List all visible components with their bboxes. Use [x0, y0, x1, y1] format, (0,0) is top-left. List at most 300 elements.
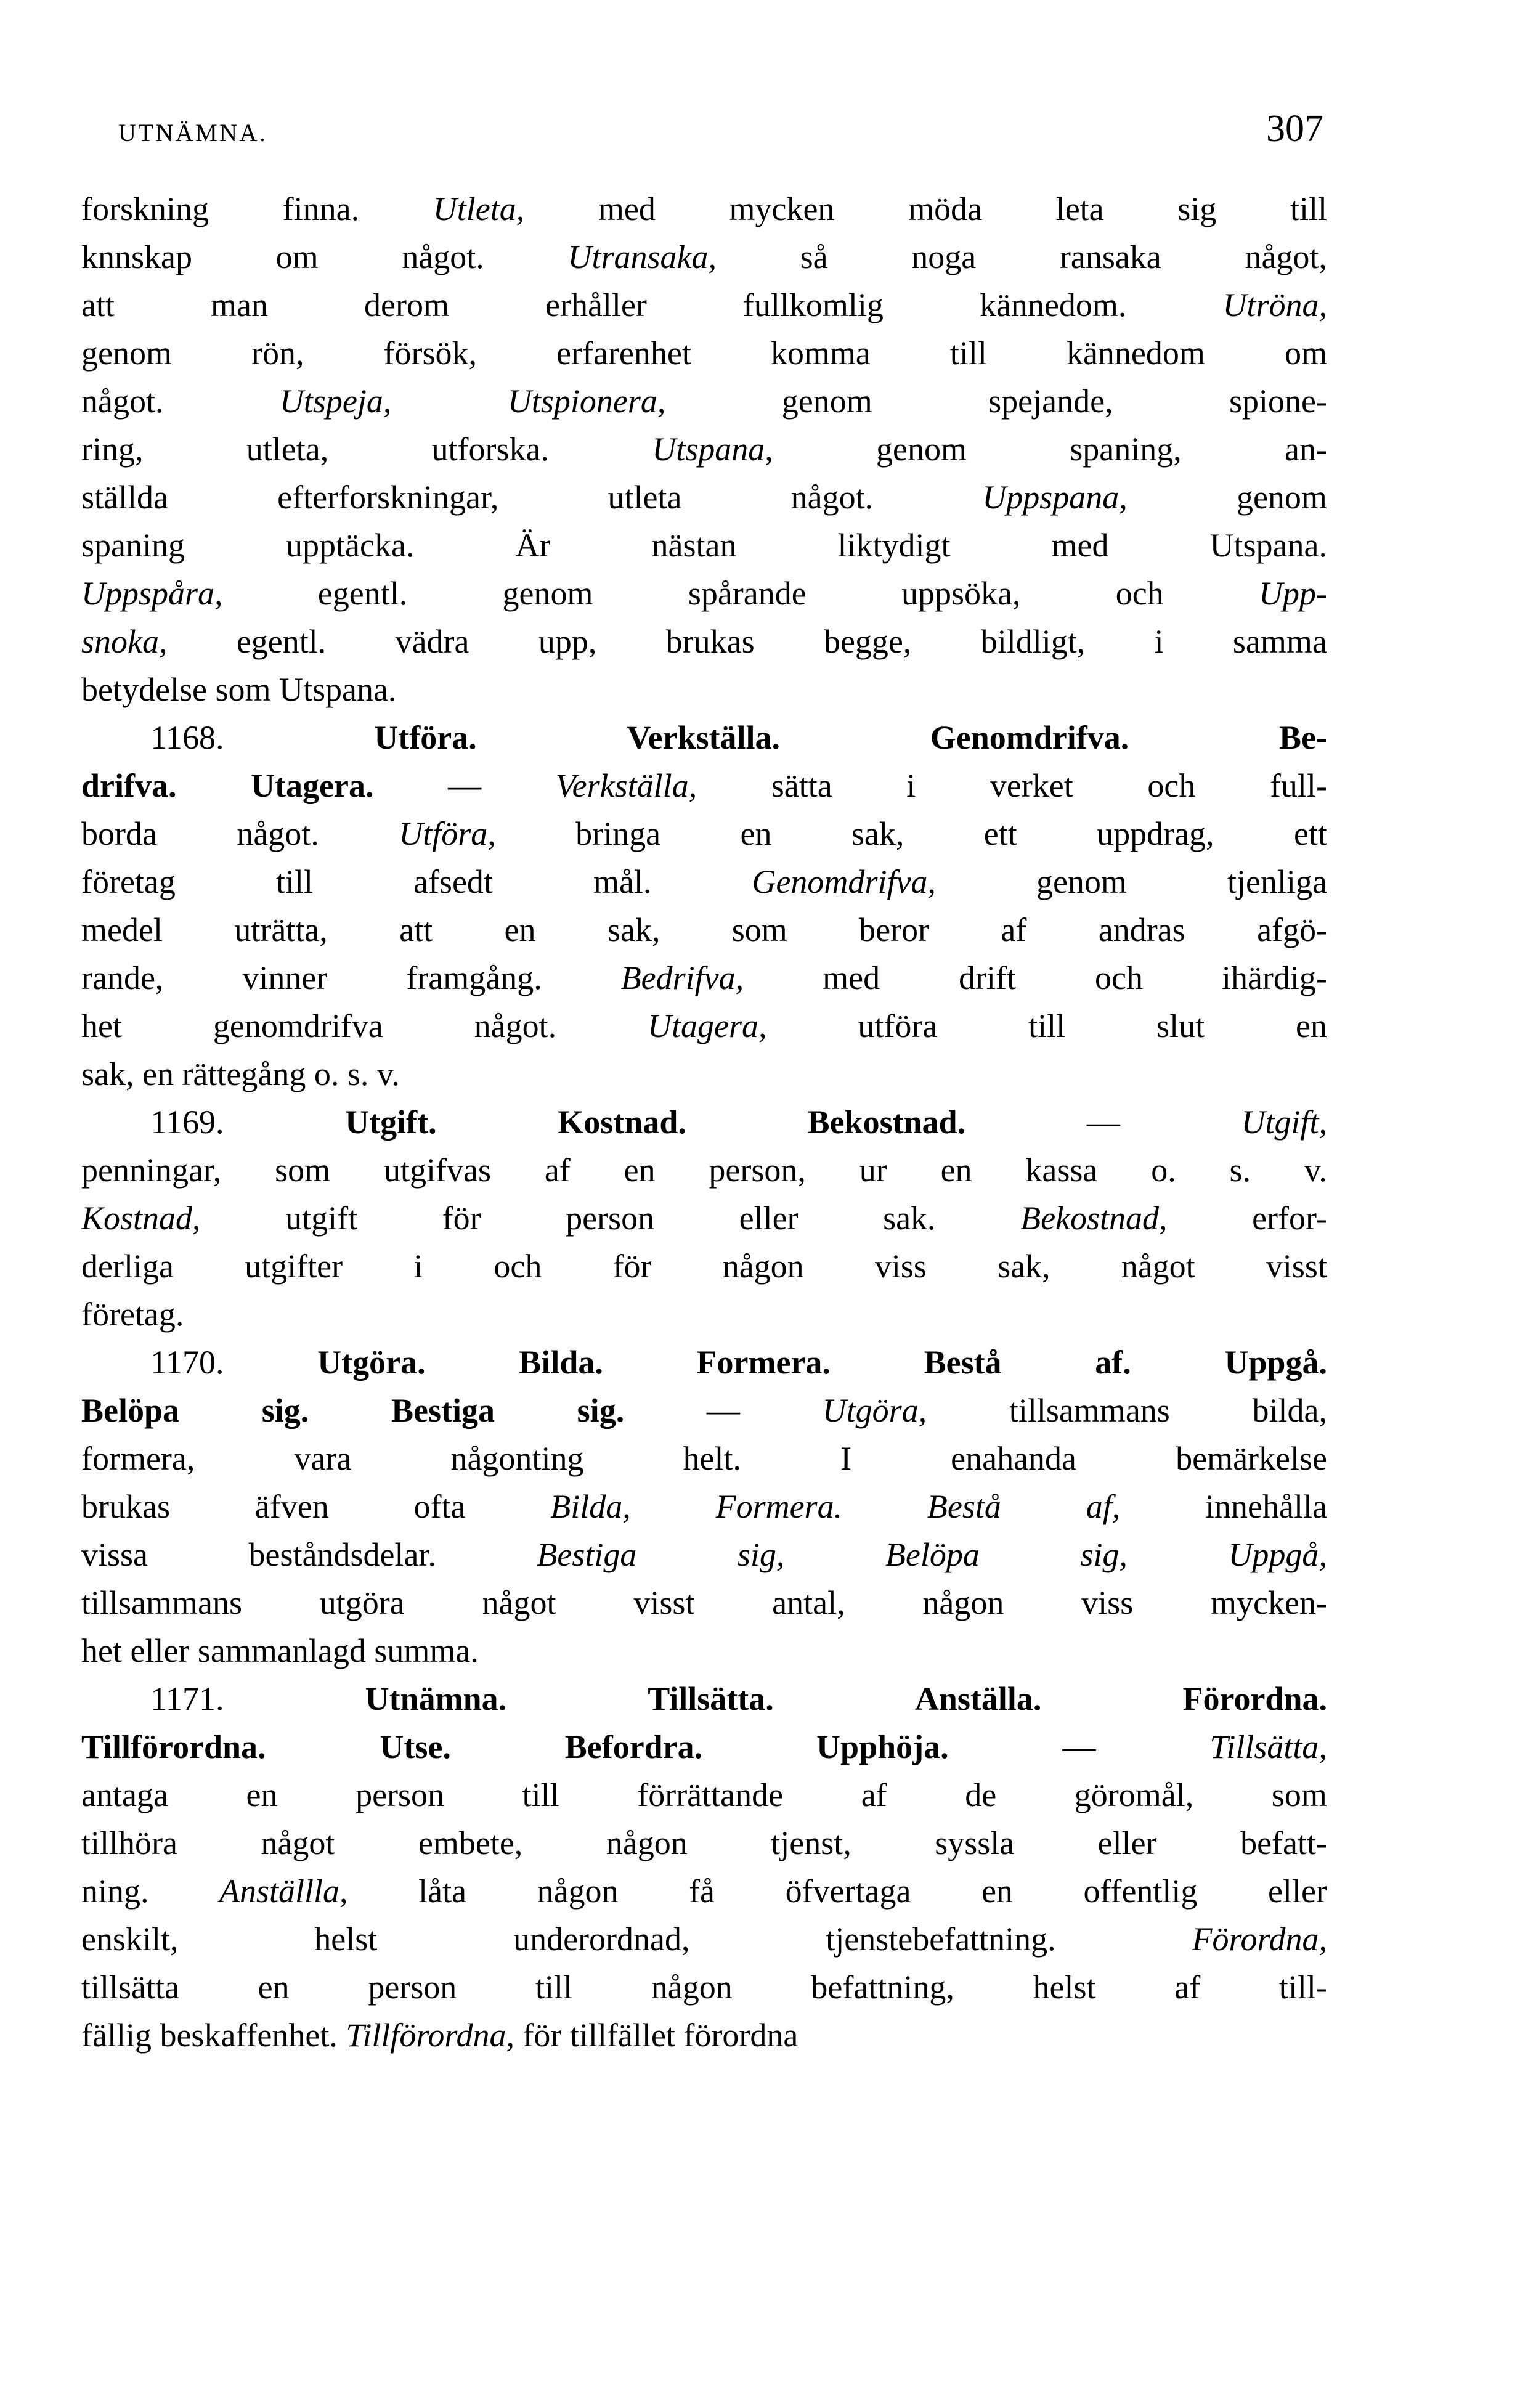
word: derom: [364, 287, 449, 323]
word: Bestiga: [537, 1536, 637, 1573]
word: brukas: [81, 1488, 170, 1525]
word: Utspana.: [1209, 527, 1327, 564]
text-line: [81, 185, 1327, 233]
word: till: [522, 1776, 559, 1813]
word: ning.: [81, 1873, 149, 1910]
word: vissa: [81, 1536, 148, 1573]
word: enahanda: [951, 1440, 1077, 1477]
word: mål.: [593, 863, 652, 900]
running-head-title: UTNÄMNA.: [118, 119, 268, 147]
word: tillhöra: [81, 1824, 177, 1861]
word: en: [981, 1873, 1013, 1910]
word: sig.: [261, 1392, 309, 1429]
word: forskning: [81, 190, 209, 227]
word: Bedrifva,: [620, 959, 744, 996]
word: derliga: [81, 1248, 174, 1285]
word: sig,: [1080, 1536, 1128, 1573]
word: sak.: [883, 1200, 936, 1237]
text-line: [81, 2011, 1327, 2059]
word: något.: [81, 383, 164, 420]
text-line: [81, 1963, 1327, 2011]
word: en: [142, 1056, 182, 1092]
text-line: [81, 569, 1327, 617]
word: nästan: [651, 527, 737, 564]
word: s.: [1229, 1152, 1251, 1189]
word: genom: [1036, 863, 1127, 900]
word: Bestiga: [391, 1392, 495, 1429]
word: af: [861, 1776, 887, 1813]
word: ett: [1293, 815, 1327, 852]
word: afsedt: [413, 863, 493, 900]
word: Belöpa: [81, 1392, 180, 1429]
word: Utagera.: [251, 767, 374, 804]
word: bilda,: [1252, 1392, 1327, 1429]
word: begge,: [823, 623, 912, 660]
word: summa.: [374, 1632, 479, 1669]
word: ett: [983, 815, 1017, 852]
word: betydelse: [81, 671, 216, 708]
text-line: [81, 1819, 1327, 1867]
word: som: [215, 671, 279, 708]
word: Utnämna.: [365, 1680, 507, 1717]
word: Utföra,: [399, 815, 496, 852]
word: an-: [1285, 431, 1327, 468]
word: och: [1095, 959, 1143, 996]
word: kännedom.: [979, 287, 1127, 323]
word: sätta: [771, 767, 832, 804]
text-line: [81, 810, 1327, 858]
word: spaning: [81, 527, 185, 564]
text-line: [81, 425, 1327, 473]
word: erhåller: [545, 287, 647, 323]
word: Verkställa,: [555, 767, 697, 804]
word: en: [940, 1152, 972, 1189]
word: spejande,: [988, 383, 1113, 420]
word: en: [258, 1969, 290, 2006]
word: het: [81, 1632, 131, 1669]
word: drift: [959, 959, 1017, 996]
word: v.: [1304, 1152, 1327, 1189]
word: Tillförordna.: [81, 1728, 266, 1765]
word: och: [1147, 767, 1196, 804]
word: förordna: [683, 2017, 799, 2054]
word: om: [275, 238, 319, 275]
word: tjenstebefattning.: [826, 1921, 1056, 1958]
word: Utleta,: [433, 190, 525, 227]
word: en: [624, 1152, 656, 1189]
text-line: [81, 1531, 1327, 1579]
word: sammanlagd: [197, 1632, 375, 1669]
word: liktydigt: [837, 527, 951, 564]
word: så: [800, 238, 828, 275]
word: Utspana,: [652, 431, 773, 468]
text-line: [81, 714, 1327, 762]
word: Förordna,: [1192, 1921, 1327, 1958]
word: Kostnad.: [558, 1104, 686, 1141]
word: noga: [911, 238, 977, 275]
word: Tillsätta,: [1209, 1728, 1327, 1765]
word: uppsöka,: [901, 575, 1021, 612]
text-line: [81, 1434, 1327, 1483]
word: låta: [418, 1873, 467, 1910]
word: göromål,: [1074, 1776, 1194, 1813]
word: formera,: [81, 1440, 195, 1477]
word: som: [275, 1152, 331, 1189]
page-number: 307: [1266, 108, 1323, 150]
word: för: [442, 1200, 481, 1237]
word: och: [494, 1248, 542, 1285]
word: någon: [537, 1873, 619, 1910]
word: vara: [294, 1440, 352, 1477]
word: eller: [130, 1632, 198, 1669]
word: Bilda.: [519, 1344, 603, 1381]
word: mycken: [729, 190, 835, 227]
word: tjenliga: [1227, 863, 1327, 900]
word: snoka,: [81, 623, 168, 660]
word: utföra: [858, 1007, 938, 1044]
word: fullkomlig: [742, 287, 884, 323]
text-line: [81, 1483, 1327, 1531]
word: en: [504, 911, 536, 948]
word: med: [598, 190, 656, 227]
word: Uppspåra,: [81, 575, 223, 612]
word: utleta,: [246, 431, 329, 468]
text-line: [81, 665, 1327, 714]
word: rande,: [81, 959, 164, 996]
text-line: [81, 762, 1327, 810]
word: Utgöra.: [317, 1344, 426, 1381]
word: utgifvas: [383, 1152, 491, 1189]
word: spione-: [1229, 383, 1327, 420]
word: offentlig: [1083, 1873, 1198, 1910]
word: vädra: [395, 623, 469, 660]
word: befatt-: [1240, 1824, 1327, 1861]
text-line: [81, 329, 1327, 377]
word: något.: [790, 479, 874, 516]
word: Utspeja,: [279, 383, 392, 420]
word: någon: [722, 1248, 804, 1285]
word: slut: [1156, 1007, 1205, 1044]
word: Anställla,: [219, 1873, 348, 1910]
word: erfor-: [1252, 1200, 1327, 1237]
word: person: [368, 1969, 457, 2006]
text-line: [81, 1146, 1327, 1194]
word: beror: [859, 911, 930, 948]
word: bemärkelse: [1176, 1440, 1327, 1477]
word: Tillsätta.: [648, 1680, 774, 1717]
word: upptäcka.: [286, 527, 415, 564]
word: om: [1284, 335, 1327, 372]
text-line: [81, 1050, 1327, 1098]
word: sig.: [577, 1392, 625, 1429]
word: för: [612, 1248, 652, 1285]
word: Utföra.: [374, 719, 477, 756]
word: Genomdrifva,: [752, 863, 936, 900]
word: någon: [922, 1584, 1004, 1621]
word: en: [246, 1776, 278, 1813]
word: och: [1115, 575, 1164, 612]
word: utforska.: [431, 431, 549, 468]
word: till: [1290, 190, 1327, 227]
word: Formera.: [696, 1344, 831, 1381]
word: genomdrifva: [213, 1007, 383, 1044]
word: efterforskningar,: [277, 479, 499, 516]
word: 1171.: [150, 1680, 224, 1717]
word: helst: [314, 1921, 378, 1958]
word: uträtta,: [234, 911, 328, 948]
word: visst: [1266, 1248, 1327, 1285]
word: Tillförordna,: [346, 2017, 523, 2054]
word: Uppspana,: [982, 479, 1128, 516]
word: Bilda,: [550, 1488, 631, 1525]
word: något.: [402, 238, 484, 275]
word: Utse.: [380, 1728, 451, 1765]
word: sig,: [737, 1536, 785, 1573]
word: mycken-: [1211, 1584, 1327, 1621]
text-line: [81, 233, 1327, 281]
text-line: [81, 473, 1327, 521]
word: en: [740, 815, 772, 852]
word: af,: [1086, 1488, 1121, 1525]
word: någon: [606, 1824, 688, 1861]
word: o.: [1151, 1152, 1176, 1189]
word: befattning,: [811, 1969, 954, 2006]
text-line: [81, 1915, 1327, 1963]
text-line: [81, 521, 1327, 569]
word: af.: [1095, 1344, 1131, 1381]
word: någon: [651, 1969, 733, 2006]
word: Kostnad,: [81, 1200, 201, 1237]
word: Utagera,: [648, 1007, 767, 1044]
word: sak,: [998, 1248, 1050, 1285]
word: något: [1121, 1248, 1195, 1285]
word: tillsammans: [81, 1584, 242, 1621]
text-line: [81, 1242, 1327, 1290]
word: ur: [859, 1152, 887, 1189]
word: medel: [81, 911, 163, 948]
word: 1170.: [150, 1344, 224, 1381]
word: af: [1174, 1969, 1201, 2006]
word: genom: [876, 431, 967, 468]
word: utleta: [608, 479, 682, 516]
word: person: [566, 1200, 655, 1237]
word: försök,: [383, 335, 478, 372]
word: Anställa.: [914, 1680, 1042, 1717]
word: brukas: [665, 623, 755, 660]
text-line: [81, 1098, 1327, 1146]
text-line: [81, 858, 1327, 906]
word: andras: [1098, 911, 1185, 948]
word: knnskap: [81, 238, 192, 275]
text-line: [81, 281, 1327, 329]
word: rön,: [251, 335, 304, 372]
word: genom: [1236, 479, 1327, 516]
text-line: [81, 377, 1327, 425]
word: ransaka: [1059, 238, 1161, 275]
text-line: [81, 1675, 1327, 1723]
word: Utransaka,: [567, 238, 717, 275]
word: Uppgå.: [1224, 1344, 1327, 1381]
word: drifva.: [81, 767, 177, 804]
word: genom: [81, 335, 172, 372]
text-line: [81, 1002, 1327, 1050]
word: egentl.: [236, 623, 327, 660]
word: något: [482, 1584, 556, 1621]
word: sak,: [607, 911, 660, 948]
word: tillsätta: [81, 1969, 179, 2006]
word: spårande: [688, 575, 807, 612]
word: i: [1154, 623, 1164, 660]
word: uppdrag,: [1097, 815, 1214, 852]
word: Befordra.: [564, 1728, 703, 1765]
word: Utspana.: [278, 671, 397, 708]
word: upp,: [538, 623, 597, 660]
word: företag: [81, 863, 176, 900]
word: ställda: [81, 479, 168, 516]
word: någonting: [450, 1440, 584, 1477]
word: innehålla: [1205, 1488, 1327, 1525]
word: sig: [1177, 190, 1217, 227]
word: fällig: [81, 2017, 160, 2054]
word: de: [965, 1776, 997, 1813]
text-line: [81, 1579, 1327, 1627]
text-line: [81, 1338, 1327, 1386]
word: Upphöja.: [816, 1728, 949, 1765]
word: af: [544, 1152, 571, 1189]
word: eller: [1267, 1873, 1327, 1910]
word: vinner: [242, 959, 328, 996]
word: ring,: [81, 431, 144, 468]
word: finna.: [282, 190, 360, 227]
word: Upp-: [1259, 575, 1327, 612]
word: till: [535, 1969, 573, 2006]
word: samma: [1232, 623, 1327, 660]
word: få: [689, 1873, 715, 1910]
word: afgö-: [1257, 911, 1327, 948]
word: att: [81, 287, 115, 323]
text-line: [81, 1867, 1327, 1915]
word: något.: [237, 815, 319, 852]
word: verket: [990, 767, 1073, 804]
word: I: [840, 1440, 852, 1477]
running-head: [81, 110, 1326, 153]
word: Uppgå,: [1228, 1536, 1327, 1573]
word: Utgift.: [345, 1104, 437, 1141]
word: kassa: [1025, 1152, 1098, 1189]
word: underordnad,: [513, 1921, 690, 1958]
text-line: [81, 1771, 1327, 1819]
word: Förordna.: [1182, 1680, 1327, 1717]
word: en: [1295, 1007, 1327, 1044]
word: viss: [1081, 1584, 1134, 1621]
word: 1169.: [150, 1104, 224, 1141]
word: tjenst,: [771, 1824, 851, 1861]
word: person,: [709, 1152, 806, 1189]
word: något: [261, 1824, 335, 1861]
word: till-: [1278, 1969, 1327, 2006]
word: med: [1051, 527, 1109, 564]
word: Bestå: [927, 1488, 1001, 1525]
word: Utspionera,: [507, 383, 666, 420]
word: —: [1086, 1104, 1120, 1141]
word: viss: [874, 1248, 927, 1285]
word: till: [1028, 1007, 1066, 1044]
word: att: [399, 911, 433, 948]
word: utgift: [285, 1200, 358, 1237]
word: rättegång: [182, 1056, 314, 1092]
word: företag.: [81, 1296, 184, 1333]
word: v.: [376, 1056, 400, 1092]
text-line: [81, 1627, 1327, 1675]
word: borda: [81, 815, 157, 852]
word: Be-: [1279, 719, 1327, 756]
word: till: [275, 863, 313, 900]
word: beståndsdelar.: [248, 1536, 436, 1573]
word: i: [413, 1248, 423, 1285]
word: som: [731, 911, 787, 948]
word: penningar,: [81, 1152, 222, 1189]
word: beskaffenhet.: [160, 2017, 346, 2054]
text-line: [81, 954, 1327, 1002]
word: för: [522, 2017, 570, 2054]
word: embete,: [418, 1824, 523, 1861]
word: tillsammans: [1009, 1392, 1170, 1429]
word: erfarenhet: [556, 335, 691, 372]
word: sak,: [851, 815, 904, 852]
word: 1168.: [150, 719, 224, 756]
word: genom: [502, 575, 593, 612]
word: s.: [347, 1056, 377, 1092]
word: Genomdrifva.: [930, 719, 1129, 756]
word: af: [1001, 911, 1027, 948]
word: spaning,: [1070, 431, 1182, 468]
word: komma: [770, 335, 871, 372]
word: kännedom: [1066, 335, 1205, 372]
word: möda: [908, 190, 983, 227]
word: Är: [515, 527, 551, 564]
text-line: [81, 1723, 1327, 1771]
word: till: [949, 335, 987, 372]
word: antal,: [772, 1584, 845, 1621]
word: Belöpa: [885, 1536, 980, 1573]
word: Utröna,: [1222, 287, 1327, 323]
word: ofta: [413, 1488, 466, 1525]
word: sak,: [81, 1056, 142, 1092]
word: —: [448, 767, 482, 804]
text-column: [81, 185, 1327, 2059]
word: Formera.: [715, 1488, 843, 1525]
text-line: [81, 906, 1327, 954]
word: ihärdig-: [1221, 959, 1327, 996]
word: bringa: [575, 815, 661, 852]
word: full-: [1269, 767, 1327, 804]
word: —: [1062, 1728, 1096, 1765]
word: tillfället: [569, 2017, 684, 2054]
word: Utgift,: [1241, 1104, 1327, 1141]
word: utgifter: [245, 1248, 343, 1285]
word: visst: [633, 1584, 695, 1621]
word: syssla: [935, 1824, 1015, 1861]
word: person: [356, 1776, 445, 1813]
word: Bestå: [924, 1344, 1002, 1381]
word: enskilt,: [81, 1921, 179, 1958]
word: i: [906, 767, 916, 804]
word: eller: [1097, 1824, 1157, 1861]
word: Utgöra,: [822, 1392, 927, 1429]
word: antaga: [81, 1776, 168, 1813]
word: äfven: [254, 1488, 329, 1525]
word: egentl.: [317, 575, 408, 612]
